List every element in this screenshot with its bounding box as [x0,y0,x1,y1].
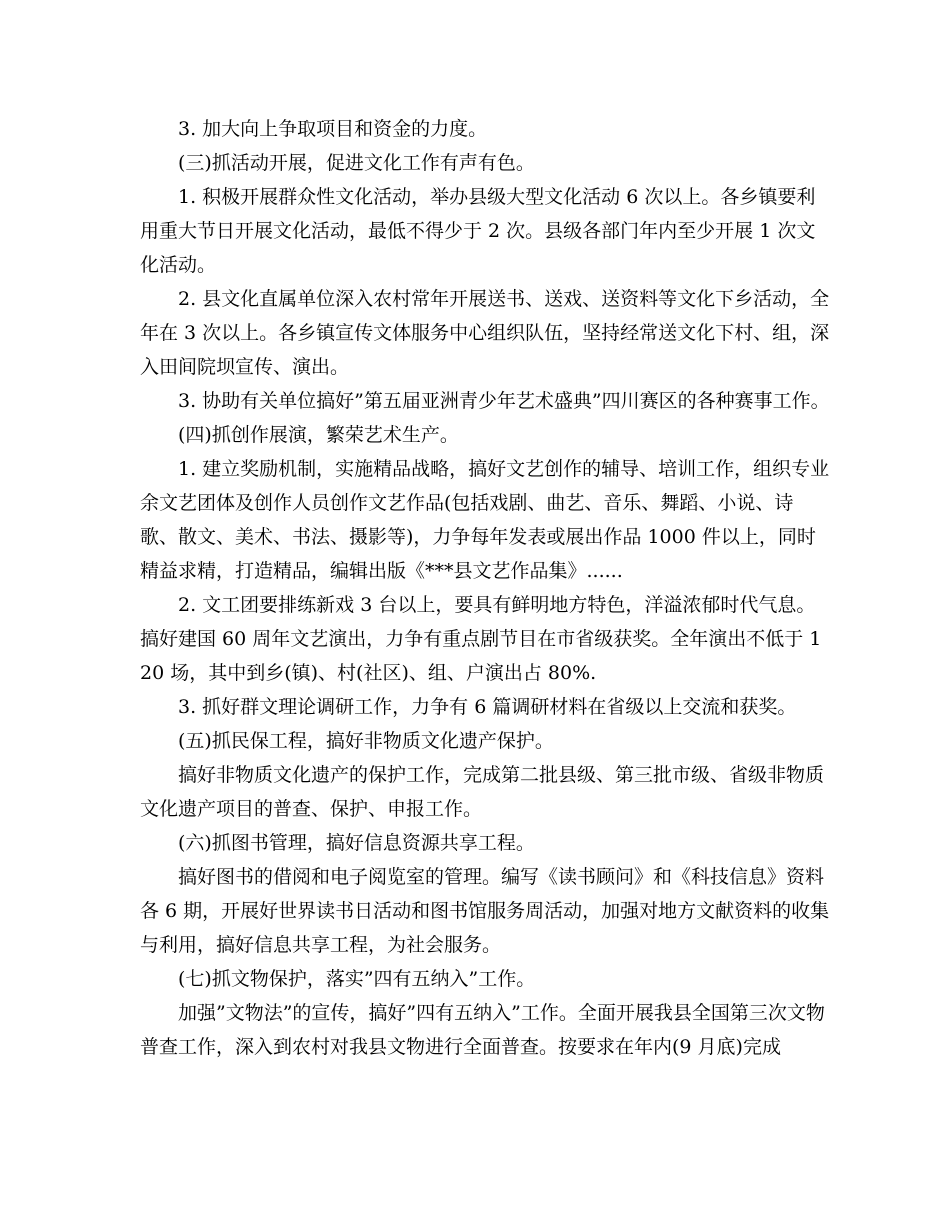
paragraph: 3. 抓好群文理论调研工作，力争有 6 篇调研材料在省级以上交流和获奖。 [178,696,797,718]
paragraph: 2. 文工团要排练新戏 3 台以上，要具有鲜明地方特色，洋溢浓郁时代气息。搞好建国 60 周年文艺演出，力争有重点剧节目在市省级获奖。全年演出不低于 120 场，其中到乡(镇)、村(社区)、组、户演出占 80%. [140,594,822,684]
paragraph: 3. 加大向上争取项目和资金的力度。 [178,118,488,140]
document-body [140,112,830,1064]
paragraph: 1. 积极开展群众性文化活动，举办县级大型文化活动 6 次以上。各乡镇要利用重大节日开展文化活动，最低不得少于 2 次。县级各部门年内至少开展 1 次文化活动。 [140,186,816,276]
paragraph: 1. 建立奖励机制，实施精品战略，搞好文艺创作的辅导、培训工作，组织专业余文艺团体及创作人员创作文艺作品(包括戏剧、曲艺、音乐、舞蹈、小说、诗歌、散文、美术、书法、摄影等)，力争每年发表或展出作品 1000 件以上，同时精益求精，打造精品，编辑出版《***县文艺作品集》...... [140,458,830,582]
section-heading: (四)抓创作展演，繁荣艺术生产。 [178,424,459,446]
section-heading: (五)抓民保工程，搞好非物质文化遗产保护。 [178,730,554,752]
paragraph: 搞好非物质文化遗产的保护工作，完成第二批县级、第三批市级、省级非物质文化遗产项目的普查、保护、申报工作。 [140,764,825,820]
section-heading: (七)抓文物保护，落实”四有五纳入”工作。 [178,968,536,990]
section-heading: (三)抓活动开展，促进文化工作有声有色。 [178,152,535,174]
section-heading: (六)抓图书管理，搞好信息资源共享工程。 [178,832,535,854]
paragraph: 加强”文物法”的宣传，搞好”四有五纳入”工作。全面开展我县全国第三次文物普查工作，深入到农村对我县文物进行全面普查。按要求在年内(9 月底)完成 [140,1002,825,1058]
paragraph: 2. 县文化直属单位深入农村常年开展送书、送戏、送资料等文化下乡活动，全年在 3 次以上。各乡镇宣传文体服务中心组织队伍，坚持经常送文化下村、组，深入田间院坝宣传、演出。 [140,288,830,378]
paragraph: 3. 协助有关单位搞好”第五届亚洲青少年艺术盛典”四川赛区的各种赛事工作。 [178,390,830,412]
paragraph: 搞好图书的借阅和电子阅览室的管理。编写《读书顾问》和《科技信息》资料各 6 期，开展好世界读书日活动和图书馆服务周活动，加强对地方文献资料的收集与利用，搞好信息共享工程，为社会服务。 [140,866,830,956]
